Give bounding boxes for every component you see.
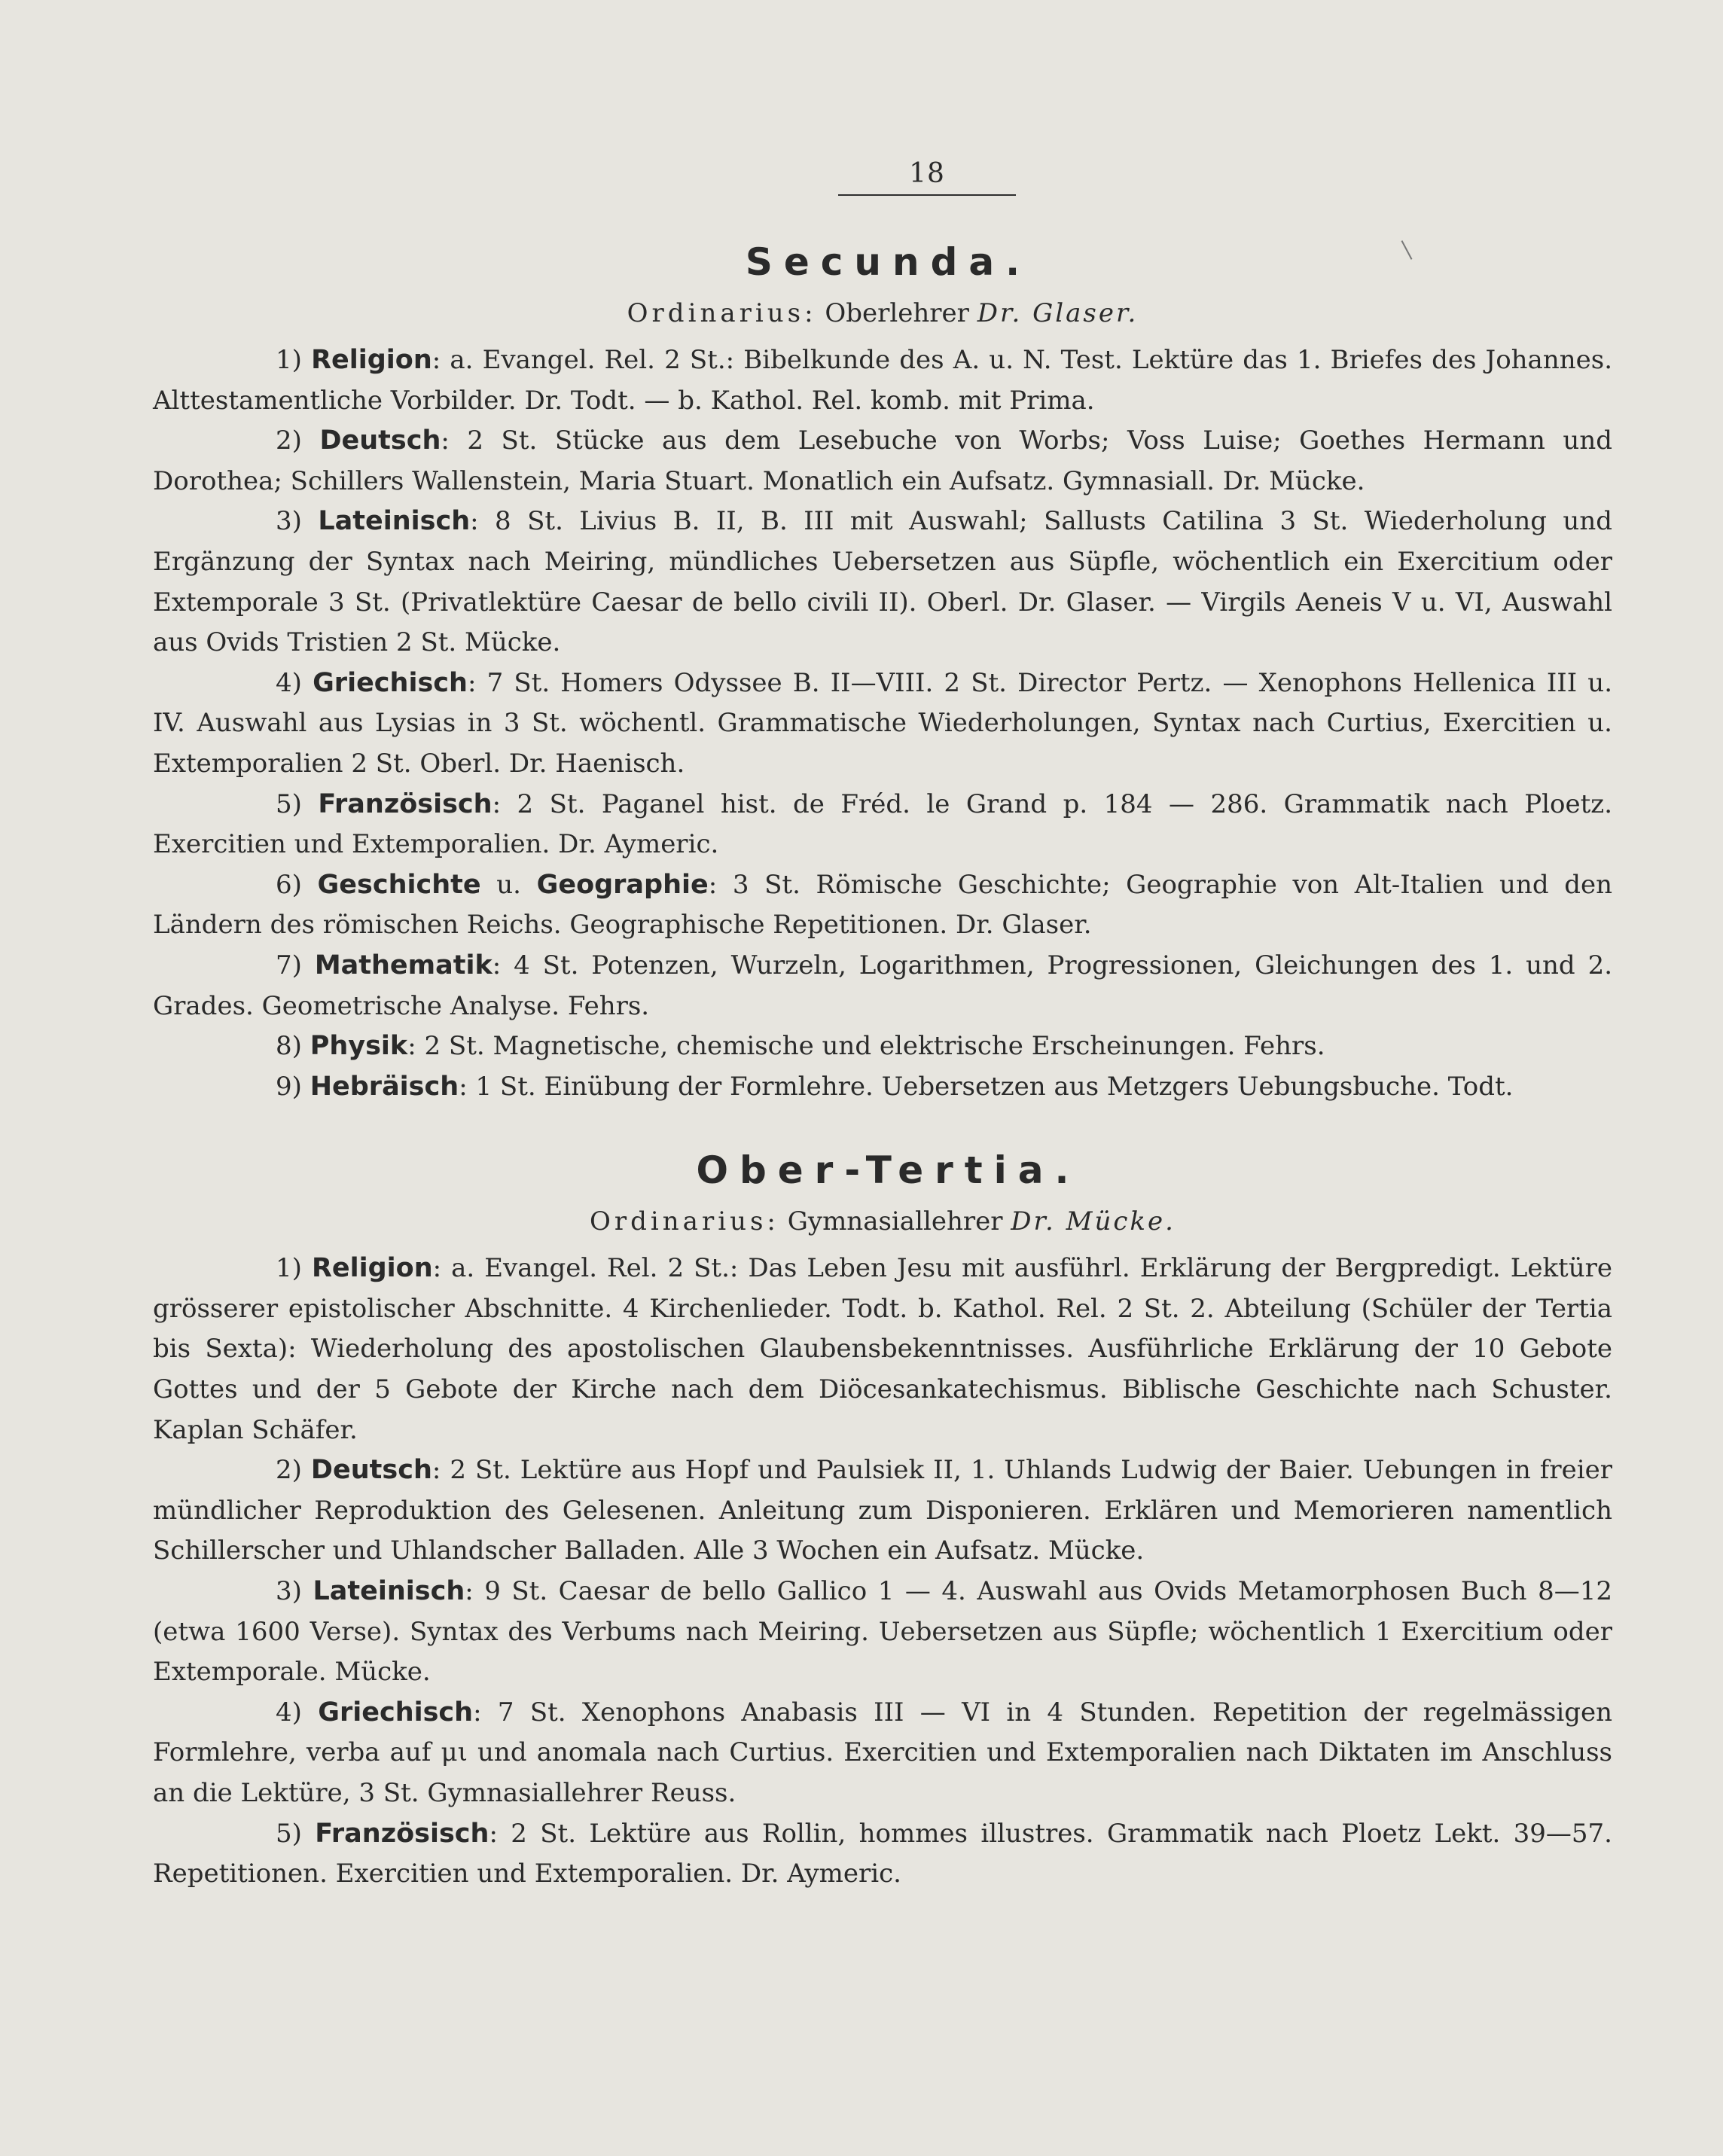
subject-paragraph <box>153 502 1612 663</box>
subject-paragraph <box>153 865 1612 946</box>
item-number: 7) <box>276 950 302 980</box>
ordinarius-label: Ordinarius: <box>590 1206 779 1237</box>
subject-name: Religion <box>311 345 432 375</box>
subject-name: Französisch <box>318 788 493 819</box>
item-number: 8) <box>276 1031 302 1062</box>
ordinarius-name: Dr. Glaser. <box>977 298 1139 328</box>
item-number: 1) <box>276 345 302 375</box>
section-secunda <box>153 232 1612 1107</box>
item-number: 3) <box>276 506 302 537</box>
subject-paragraph <box>153 1814 1612 1895</box>
subject-paragraph <box>153 785 1612 865</box>
subject-paragraph <box>153 946 1612 1026</box>
section-ober-tertia <box>153 1140 1612 1895</box>
item-number: 5) <box>276 1818 302 1849</box>
item-number: 9) <box>276 1071 302 1102</box>
subject-name: Physik <box>310 1031 408 1062</box>
subject-paragraph <box>153 1450 1612 1572</box>
subject-separator: : <box>467 667 477 698</box>
item-number: 6) <box>276 869 302 900</box>
section-title: Secunda. <box>745 240 1032 284</box>
subject-text: 2 St. Lektüre aus Rollin, hommes illustres. Grammatik nach Ploetz Lekt. 39—57. Repetitionen. Exercitien und Extemporalien. Dr. Aymeric. <box>153 1818 1612 1889</box>
page-number-rule <box>838 194 1016 196</box>
subject-paragraph <box>153 1572 1612 1693</box>
item-number: 2) <box>276 1455 302 1486</box>
subject-paragraph <box>153 340 1612 421</box>
subject-name: Deutsch <box>310 1455 432 1486</box>
subject-separator: : <box>470 506 479 537</box>
subject-text: 2 St. Lektüre aus Hopf und Paulsiek II, 1. Uhlands Ludwig der Baier. Uebungen in freier mündlicher Reproduktion des Gelesenen. Anleitung zum Disponieren. Erklären und Memorieren namentlich Schillerscher und Uhlandscher Balladen. Alle 3 Wochen ein Aufsatz. Mücke. <box>153 1455 1612 1566</box>
subject-text: 8 St. Livius B. II, B. III mit Auswahl; Sallusts Catilina 3 St. Wiederholung und Ergänzung der Syntax nach Meiring, mündliches Uebersetzen aus Süpfle, wöchentlich ein Exercitium oder Extemporale 3 St. (Privatlektüre Caesar de bello civili II). Oberl. Dr. Glaser. — Virgils Aeneis V u. VI, Auswahl aus Ovids Tristien 2 St. Mücke. <box>153 506 1612 658</box>
page-content <box>153 232 1612 1895</box>
subject-paragraph <box>153 663 1612 785</box>
subject-name: Mathematik <box>314 950 493 980</box>
section-gap <box>153 1107 1612 1140</box>
ordinarius-line <box>153 292 1612 334</box>
subject-separator: u. <box>480 869 537 900</box>
subject-paragraph <box>153 1026 1612 1067</box>
subject-separator: : <box>473 1697 482 1728</box>
subject-separator: : <box>441 425 450 456</box>
subject-paragraph <box>153 421 1612 502</box>
item-number: 2) <box>276 425 302 456</box>
subject-text: 2 St. Stücke aus dem Lesebuche von Worbs; Voss Luise; Goethes Hermann und Dorothea; Schillers Wallenstein, Maria Stuart. Monatlich ein Aufsatz. Gymnasiall. Dr. Mücke. <box>153 425 1612 496</box>
subject-name: Lateinisch <box>313 1576 465 1607</box>
subject-name: Religion <box>311 1253 433 1284</box>
subject-separator: : <box>432 1455 441 1486</box>
subject-separator: : <box>492 788 502 819</box>
subject-text: 4 St. Potenzen, Wurzeln, Logarithmen, Progressionen, Gleichungen des 1. und 2. Grades. Geometrische Analyse. Fehrs. <box>153 950 1613 1021</box>
ordinarius-role: Oberlehrer <box>825 298 969 328</box>
ordinarius-line <box>153 1200 1612 1243</box>
item-number: 4) <box>276 667 302 698</box>
item-number: 3) <box>276 1576 302 1607</box>
subject-name: Deutsch <box>319 425 441 456</box>
ordinarius-label: Ordinarius: <box>627 298 817 328</box>
subject-separator: : <box>708 869 718 900</box>
ordinarius-role: Gymnasiallehrer <box>787 1206 1003 1237</box>
subject-name: Französisch <box>315 1818 489 1849</box>
section-title: Ober-Tertia. <box>696 1148 1081 1193</box>
subject-separator: : <box>492 950 502 980</box>
subject-name: Lateinisch <box>318 506 471 537</box>
ordinarius-name: Dr. Mücke. <box>1011 1206 1176 1237</box>
subject-separator: : <box>432 345 441 375</box>
subject-separator: : <box>489 1818 498 1849</box>
subject-separator: : <box>465 1576 474 1607</box>
item-number: 1) <box>276 1253 302 1284</box>
page-number: 18 <box>909 158 945 189</box>
subject-text: 7 St. Xenophons Anabasis III — VI in 4 Stunden. Repetition der regelmässigen Formlehre, verba auf μι und anomala nach Curtius. Exercitien und Extemporalien nach Diktaten im Anschluss an die Lektüre, 3 St. Gymnasiallehrer Reuss. <box>153 1697 1613 1808</box>
subject-paragraph <box>153 1067 1612 1108</box>
subject-separator: : <box>432 1253 442 1284</box>
subject-text: 2 St. Magnetische, chemische und elektrische Erscheinungen. Fehrs. <box>416 1031 1325 1062</box>
subject-separator: : <box>407 1031 416 1062</box>
subject-name: Griechisch <box>313 667 468 698</box>
subject-separator: : <box>459 1071 468 1102</box>
subject-name: Geschichte <box>317 869 481 900</box>
subject-paragraph <box>153 1693 1612 1814</box>
item-number: 4) <box>276 1697 302 1728</box>
subject-text: 9 St. Caesar de bello Gallico 1 — 4. Auswahl aus Ovids Metamorphosen Buch 8—12 (etwa 1600 Verse). Syntax des Verbums nach Meiring. Uebersetzen aus Süpfle; wöchentlich 1 Exercitium oder Extemporale. Mücke. <box>153 1576 1612 1688</box>
subject-text: a. Evangel. Rel. 2 St.: Bibelkunde des A. u. N. Test. Lektüre das 1. Briefes des Johannes. Alttestamentliche Vorbilder. Dr. Todt. — b. Kathol. Rel. komb. mit Prima. <box>153 345 1612 416</box>
subject-paragraph <box>153 1249 1612 1450</box>
subject-text: a. Evangel. Rel. 2 St.: Das Leben Jesu mit ausführl. Erklärung der Bergpredigt. Lektüre grösserer epistolischer Abschnitte. 4 Kirchenlieder. Todt. b. Kathol. Rel. 2 St. 2. Abteilung (Schüler der Tertia bis Sexta): Wiederholung des apostolischen Glaubensbekenntnisses. Ausführliche Erklärung der 10 Gebote Gottes und der 5 Gebote der Kirche nach dem Diöcesankatechismus. Biblische Geschichte nach Schuster. Kaplan Schäfer. <box>153 1253 1612 1445</box>
subject-name: Hebräisch <box>310 1071 459 1102</box>
subject-text: 3 St. Römische Geschichte; Geographie von Alt-Italien und den Ländern des römischen Reichs. Geographische Repetitionen. Dr. Glaser. <box>153 869 1613 941</box>
item-number: 5) <box>276 788 302 819</box>
subject-text: 7 St. Homers Odyssee B. II—VIII. 2 St. Director Pertz. — Xenophons Hellenica III u. IV. Auswahl aus Lysias in 3 St. wöchentl. Grammatische Wiederholungen, Syntax nach Curtius, Exercitien u. Extemporalien 2 St. Oberl. Dr. Haenisch. <box>153 667 1612 779</box>
subject-name-secondary: Geographie <box>536 869 709 900</box>
subject-name: Griechisch <box>318 1697 474 1728</box>
subject-text: 2 St. Paganel hist. de Fréd. le Grand p. 184 — 286. Grammatik nach Ploetz. Exercitien und Extemporalien. Dr. Aymeric. <box>153 788 1612 860</box>
subject-text: 1 St. Einübung der Formlehre. Uebersetzen aus Metzgers Uebungsbuche. Todt. <box>467 1071 1514 1102</box>
